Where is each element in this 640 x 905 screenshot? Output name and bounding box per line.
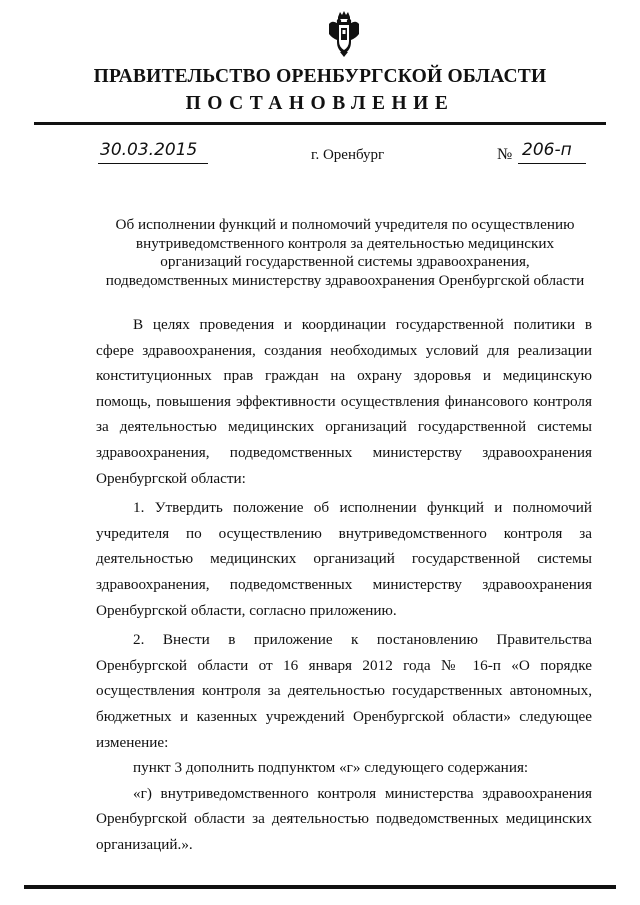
number-underline <box>518 163 586 164</box>
number-sign: № <box>497 146 513 163</box>
item-2-paragraph: 2. Внести в приложение к постановлению Правительства Оренбургской области от 16 января 2012 года № 16-п «О порядке осуществления контроля за деятельностью государственных автономных, бюджетных и казенных учреждений Оренбургской области» следующее изменение: <box>96 631 592 751</box>
amendment-intro-paragraph: пункт 3 дополнить подпунктом «г» следующего содержания: <box>133 759 529 777</box>
footer-divider <box>24 885 616 889</box>
document-city: г. Оренбург <box>311 147 385 163</box>
document-type: ПОСТАНОВЛЕНИЕ <box>185 93 455 114</box>
coat-of-arms-icon <box>327 10 361 58</box>
item-1-paragraph: 1. Утвердить положение об исполнении функций и полномочий учредителя по осуществлению внутриведомственного контроля за деятельностью медицинских организаций государственной системы здравоохранения, подведомственных министерству здравоохранения Оренбургской области, согласно приложению. <box>96 499 592 619</box>
preamble-paragraph: В целях проведения и координации государственной политики в сфере здравоохранения, создания необходимых условий для реализации конституционных прав граждан на охрану здоровья и медицинскую помощь, повышения эффективности осуществления финансового контроля за деятельностью медицинских организаций государственной системы здравоохранения, подведомственных министерству здравоохранения Оренбургской области: <box>96 316 592 487</box>
document-number: 206-п <box>522 140 572 160</box>
header-divider <box>34 122 606 125</box>
date-underline <box>98 163 208 164</box>
amendment-text-paragraph: «г) внутриведомственного контроля министерства здравоохранения Оренбургской области за деятельностью подведомственных медицинских организаций.». <box>96 784 592 853</box>
document-date: 30.03.2015 <box>100 140 198 160</box>
document-body <box>96 312 592 857</box>
document-title: Об исполнении функций и полномочий учредителя по осуществлению внутриведомственного контроля за деятельностью медицинских организаций государственной системы здравоохранения, подведомственных министерству здравоохранения Оренбургской области <box>105 216 585 289</box>
organization-name: ПРАВИТЕЛЬСТВО ОРЕНБУРГСКОЙ ОБЛАСТИ <box>93 66 547 87</box>
